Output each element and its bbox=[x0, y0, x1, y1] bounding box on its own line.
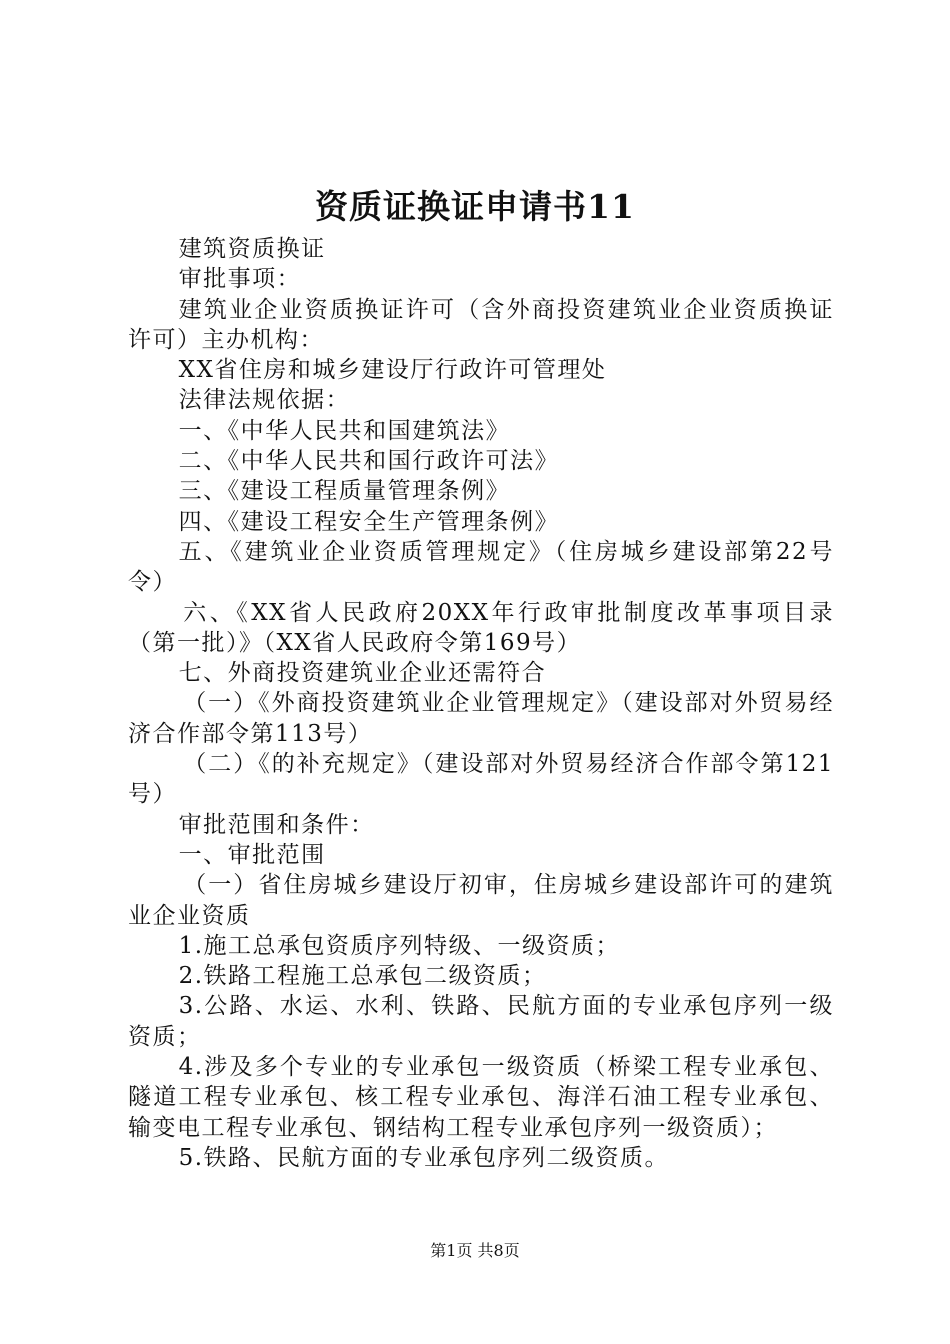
paragraph: （一）《外商投资建筑业企业管理规定》（建设部对外贸易经济合作部令第113号） bbox=[128, 690, 834, 747]
paragraph: 六、《XX省人民政府20XX年行政审批制度改革事项目录（第一批）》（XX省人民政府令第169号） bbox=[128, 599, 834, 656]
paragraph: 七、外商投资建筑业企业还需符合 bbox=[178, 660, 547, 687]
paragraph: 四、《建设工程安全生产管理条例》 bbox=[178, 508, 560, 535]
paragraph: 1.施工总承包资质序列特级、一级资质； bbox=[178, 932, 621, 959]
paragraph: 4.涉及多个专业的专业承包一级资质（桥梁工程专业承包、隧道工程专业承包、核工程专业承包、海洋石油工程专业承包、输变电工程专业承包、钢结构工程专业承包序列一级资质）； bbox=[128, 1054, 834, 1141]
paragraph: 法律法规依据： bbox=[178, 387, 351, 414]
paragraph: 五、《建筑业企业资质管理规定》（住房城乡建设部第22号令） bbox=[128, 538, 834, 596]
document-body bbox=[128, 234, 834, 1173]
paragraph: （一）省住房城乡建设厅初审，住房城乡建设部许可的建筑业企业资质 bbox=[128, 872, 834, 929]
paragraph: 审批事项： bbox=[178, 266, 302, 293]
paragraph: 审批范围和条件： bbox=[178, 811, 375, 838]
paragraph: 5.铁路、民航方面的专业承包序列二级资质。 bbox=[178, 1144, 670, 1171]
paragraph: （二）《的补充规定》（建设部对外贸易经济合作部令第121号） bbox=[128, 751, 834, 808]
paragraph: 建筑业企业资质换证许可（含外商投资建筑业企业资质换证许可）主办机构： bbox=[128, 296, 834, 353]
page-footer: 第1页 共8页 bbox=[430, 1241, 520, 1260]
document-title: 资质证换证申请书11 bbox=[315, 187, 635, 226]
paragraph: 一、审批范围 bbox=[178, 841, 326, 868]
paragraph: 三、《建设工程质量管理条例》 bbox=[178, 478, 511, 505]
paragraph: 二、《中华人民共和国行政许可法》 bbox=[178, 448, 560, 475]
paragraph: XX省住房和城乡建设厅行政许可管理处 bbox=[178, 357, 607, 384]
paragraph: 3.公路、水运、水利、铁路、民航方面的专业承包序列一级资质； bbox=[128, 993, 834, 1050]
paragraph: 一、《中华人民共和国建筑法》 bbox=[178, 417, 511, 444]
paragraph: 2.铁路工程施工总承包二级资质； bbox=[178, 963, 547, 990]
paragraph: 建筑资质换证 bbox=[178, 236, 326, 262]
